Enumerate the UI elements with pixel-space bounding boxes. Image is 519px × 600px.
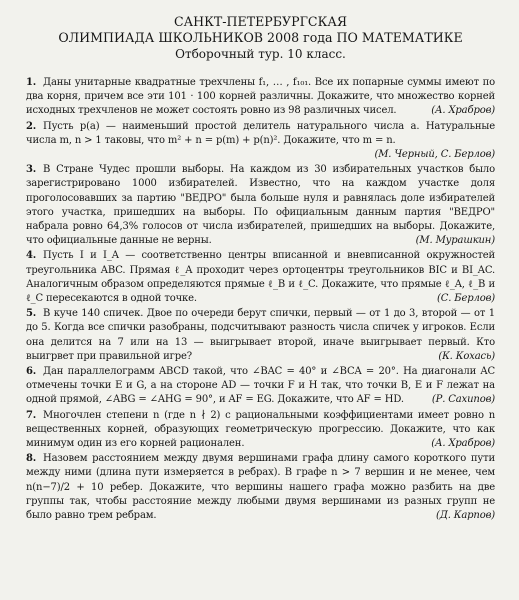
problem-7: [26, 409, 495, 452]
problem-number: 8.: [26, 453, 37, 465]
problem-list: [26, 76, 495, 523]
problem-author: (Д. Карпов): [435, 510, 495, 522]
header-line-2: ОЛИМПИАДА ШКОЛЬНИКОВ 2008 года ПО МАТЕМАТИКЕ: [58, 30, 463, 45]
problem-number: 2.: [26, 120, 37, 132]
problem-2: [26, 120, 495, 163]
problem-4: [26, 249, 495, 306]
problem-text: Многочлен степени n (где n ∤ 2) с рациональными коэффициентами имеет ровно n вещественных корней, образующих геометрическую прогрессию. Докажите, что как минимум один из его корней рационален.: [26, 409, 495, 450]
problem-author: (М. Мурашкин): [415, 235, 495, 247]
problem-author: (А. Храбров): [431, 105, 495, 117]
problem-1: [26, 76, 495, 119]
problem-8: [26, 452, 495, 523]
problem-text: В Стране Чудес прошли выборы. На каждом из 30 избирательных участков было зарегистрировано 1000 избирателей. Известно, что на каждом участке доля проголосовавших за партию "ВЕДРО" была больше нуля и равнялась доле избирателей этого участка, пришедших на выборы. По официальным данным партия "ВЕДРО" набрала ровно 64,3% голосов от числа избирателей, пришедших на выборы. Докажите, что официальные данные не верны.: [26, 164, 495, 247]
problem-text: Пусть p(a) — наименьший простой делитель натурального числа a. Натуральные числа m, n > 1 таковы, что m² + n = p(m) + p(n)². Докажите, что m = n.: [26, 120, 495, 146]
problem-3: [26, 163, 495, 248]
problem-number: 6.: [26, 366, 37, 378]
problem-text: В куче 140 спичек. Двое по очереди берут спички, первый — от 1 до 3, второй — от 1 до 5. Когда все спички разобраны, подсчитывают разность числа спичек у игроков. Если она делится на 7 или на 13 — выигрывает второй, иначе выигрывает первый. Кто выигрвет при правильной игре?: [26, 308, 495, 362]
document-header: [26, 14, 495, 62]
header-line-1: САНКТ-ПЕТЕРБУРГСКАЯ: [173, 14, 348, 29]
problem-text: Пусть I и I_A — соответственно центры вписанной и вневписанной окружностей треугольника ABC. Прямая ℓ_A проходит через ортоцентры треугольников BIC и BI_AC. Аналогичным образом определяются прямые ℓ_B и ℓ_C. Докажите, что прямые ℓ_A, ℓ_B и ℓ_C пересекаются в одной точке.: [26, 250, 495, 305]
problem-number: 7.: [26, 409, 37, 421]
problem-author: (Р. Сахипов): [431, 394, 495, 406]
problem-author: (К. Кохась): [438, 350, 495, 362]
problem-number: 1.: [26, 77, 37, 88]
problem-author: (С. Берлов): [436, 293, 495, 305]
problem-6: [26, 365, 495, 408]
problem-text: Дан параллелограмм ABCD такой, что ∠BAC = 40° и ∠BCA = 20°. На диагонали AC отмечены точки E и G, а на стороне AD — точки F и H так, что точки B, E и F лежат на одной прямой, ∠ABG = ∠AHG = 90°, и AF = EG. Докажите, что AF = HD.: [26, 366, 495, 406]
problem-author: (А. Храбров): [431, 438, 495, 450]
header-line-3: Отборочный тур. 10 класс.: [175, 47, 346, 61]
problem-number: 3.: [26, 164, 37, 176]
problem-author: (М. Черный, С. Берлов): [374, 149, 495, 161]
problem-number: 5.: [26, 308, 37, 320]
problem-text: Даны унитарные квадратные трехчлены f₁, … , f₁₀₁. Все их попарные суммы имеют по два корня, причем все эти 101 · 100 корней различны. Докажите, что множество корней исходных трехчленов не может состоять ровно из 98 различных чисел.: [26, 77, 495, 117]
problem-number: 4.: [26, 250, 37, 262]
problem-text: Назовем расстоянием между двумя вершинами графа длину самого короткого пути между ними (длина пути измеряется в ребрах). В графе n > 7 вершин и не менее, чем n(n−7)/2 + 10 ребер. Докажите, что вершины нашего графа можно разбить на две группы так, чтобы расстояние между любыми двумя вершинами из разных групп не было равно трем ребрам.: [26, 453, 495, 522]
problem-5: [26, 307, 495, 364]
